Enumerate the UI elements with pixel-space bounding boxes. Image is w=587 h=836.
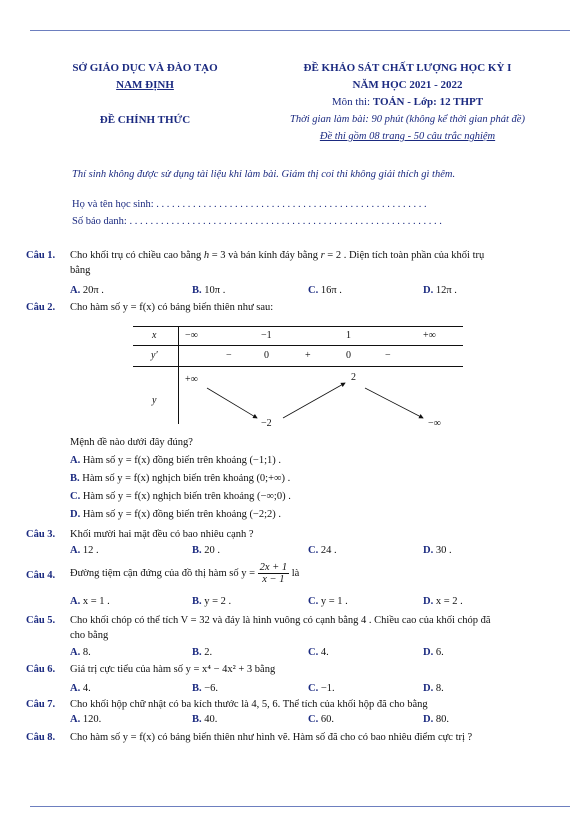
option-key: C. bbox=[308, 285, 319, 296]
option-key: C. bbox=[308, 596, 319, 607]
option-value: 40. bbox=[201, 714, 218, 725]
option-value: 80. bbox=[433, 714, 449, 725]
q1-text-cont: bằng bbox=[70, 265, 91, 276]
q4-option-b[interactable] bbox=[192, 596, 231, 607]
option-value: −6. bbox=[201, 683, 219, 694]
candidate-name-field: Họ và tên học sinh: . . . . . . . . . . . . . . . . . . . . . . . . . . . . . . . . . . . . . . . . . . . . . . . . . . . . bbox=[72, 199, 427, 210]
option-key: C. bbox=[308, 647, 319, 658]
q1-text bbox=[70, 250, 484, 261]
option-key: B. bbox=[70, 473, 80, 484]
table-sign-2: 0 bbox=[264, 350, 269, 361]
top-rule bbox=[30, 30, 570, 31]
option-key: D. bbox=[423, 714, 434, 725]
option-value: 10π . bbox=[201, 285, 226, 296]
q1-text-a: Cho khối trụ có chiều cao bằng bbox=[70, 250, 204, 261]
option-value: y = 1 . bbox=[318, 596, 348, 607]
q4-label: Câu 4. bbox=[26, 570, 56, 581]
q5-text-cont: cho bằng bbox=[70, 630, 109, 641]
q4-text-b: là bbox=[289, 567, 300, 579]
option-value: 30 . bbox=[433, 545, 452, 556]
option-key: A. bbox=[70, 714, 81, 725]
q8-label: Câu 8. bbox=[26, 732, 56, 743]
q4-fraction bbox=[258, 562, 290, 585]
q1-option-c[interactable] bbox=[308, 285, 342, 296]
option-value: Hàm số y = f(x) đồng biến trên khoảng (−1;1) . bbox=[80, 455, 282, 466]
q2-option-c[interactable] bbox=[70, 491, 291, 502]
q7-option-d[interactable] bbox=[423, 714, 449, 725]
bottom-rule bbox=[30, 806, 570, 807]
q5-option-c[interactable] bbox=[308, 647, 329, 658]
arrow-increase bbox=[283, 383, 345, 418]
q4-denominator: x − 1 bbox=[262, 574, 285, 586]
q4-option-d[interactable] bbox=[423, 596, 463, 607]
option-key: B. bbox=[192, 596, 202, 607]
q2-option-a[interactable] bbox=[70, 455, 281, 466]
arrow-decrease-2 bbox=[365, 388, 423, 418]
q6-label: Câu 6. bbox=[26, 664, 56, 675]
q7-option-c[interactable] bbox=[308, 714, 334, 725]
q4-numerator: 2x + 1 bbox=[259, 562, 288, 573]
q1-text-b: = 3 và bán kính đáy bằng bbox=[209, 250, 321, 261]
option-key: D. bbox=[423, 596, 434, 607]
q7-text: Cho khối hộp chữ nhật có ba kích thước là 4, 5, 6. Thể tích của khối hộp đã cho bằng bbox=[70, 699, 428, 710]
option-value: Hàm số y = f(x) nghịch biến trên khoảng (0;+∞) . bbox=[79, 473, 291, 484]
q1-var-h: h bbox=[203, 250, 210, 261]
option-key: B. bbox=[192, 714, 202, 725]
q6-option-d[interactable] bbox=[423, 683, 444, 694]
table-y-pos-inf: +∞ bbox=[185, 374, 198, 385]
q1-option-b[interactable] bbox=[192, 285, 225, 296]
table-yp-label: y′ bbox=[151, 350, 158, 361]
q7-option-a[interactable] bbox=[70, 714, 101, 725]
q6-option-c[interactable] bbox=[308, 683, 335, 694]
subject-value: TOÁN - Lớp: 12 THPT bbox=[372, 96, 484, 108]
exam-pages: Đề thi gồm 08 trang - 50 câu trắc nghiệm bbox=[319, 131, 496, 142]
option-key: A. bbox=[70, 683, 81, 694]
option-value: x = 2 . bbox=[433, 596, 463, 607]
option-value: 12π . bbox=[433, 285, 457, 296]
option-key: D. bbox=[423, 285, 434, 296]
exam-time: Thời gian làm bài: 90 phút (không kể thời gian phát đề) bbox=[290, 114, 525, 125]
q5-option-b[interactable] bbox=[192, 647, 212, 658]
q1-text-c: = 2 . Diện tích toàn phần của khối trụ bbox=[324, 250, 485, 261]
q5-option-d[interactable] bbox=[423, 647, 444, 658]
option-value: 24 . bbox=[318, 545, 337, 556]
option-key: C. bbox=[308, 545, 319, 556]
q7-label: Câu 7. bbox=[26, 699, 56, 710]
variation-table bbox=[133, 326, 463, 429]
subject-line bbox=[255, 96, 560, 108]
option-value: Hàm số y = f(x) nghịch biến trên khoảng (−∞;0) . bbox=[80, 491, 291, 502]
option-key: A. bbox=[70, 285, 81, 296]
q4-option-a[interactable] bbox=[70, 596, 110, 607]
q3-option-b[interactable] bbox=[192, 545, 220, 556]
option-key: C. bbox=[308, 683, 319, 694]
official-label: ĐỀ CHÍNH THỨC bbox=[99, 114, 191, 126]
option-value: 12 . bbox=[80, 545, 99, 556]
option-value: 8. bbox=[433, 683, 444, 694]
option-key: D. bbox=[423, 683, 434, 694]
variation-arrows bbox=[133, 326, 463, 436]
q3-option-a[interactable] bbox=[70, 545, 99, 556]
table-x-label: x bbox=[152, 330, 157, 341]
q5-label: Câu 5. bbox=[26, 615, 56, 626]
option-key: A. bbox=[70, 596, 81, 607]
table-x-pos-inf: +∞ bbox=[423, 330, 436, 341]
ministry-city: NAM ĐỊNH bbox=[116, 79, 174, 91]
table-sign-3: + bbox=[305, 350, 311, 361]
q3-option-d[interactable] bbox=[423, 545, 452, 556]
option-key: D. bbox=[70, 509, 81, 520]
option-key: C. bbox=[308, 714, 319, 725]
ministry-name: SỞ GIÁO DỤC VÀ ĐÀO TẠO bbox=[72, 62, 218, 74]
q3-text: Khối mười hai mặt đều có bao nhiêu cạnh ? bbox=[70, 529, 254, 540]
table-y-neg-inf: −∞ bbox=[428, 418, 441, 429]
option-value: 120. bbox=[80, 714, 102, 725]
option-key: B. bbox=[192, 647, 202, 658]
q5-option-a[interactable] bbox=[70, 647, 91, 658]
q6-option-a[interactable] bbox=[70, 683, 91, 694]
option-value: 60. bbox=[318, 714, 334, 725]
option-value: 4. bbox=[318, 647, 329, 658]
option-key: C. bbox=[70, 491, 81, 502]
q6-option-b[interactable] bbox=[192, 683, 218, 694]
option-key: D. bbox=[423, 647, 434, 658]
q2-option-d[interactable] bbox=[70, 509, 281, 520]
instructions: Thí sinh không được sử dụng tài liệu khi làm bài. Giám thị coi thi không giải thích gì thêm. bbox=[72, 169, 456, 180]
option-value: 6. bbox=[433, 647, 444, 658]
q2-question: Mệnh đề nào dưới đây đúng? bbox=[70, 437, 193, 448]
q1-option-d[interactable] bbox=[423, 285, 457, 296]
q3-option-c[interactable] bbox=[308, 545, 337, 556]
q6-text: Giá trị cực tiểu của hàm số y = x⁴ − 4x² + 3 bằng bbox=[70, 664, 276, 675]
school-year: NĂM HỌC 2021 - 2022 bbox=[352, 79, 463, 91]
option-key: A. bbox=[70, 455, 81, 466]
exam-title: ĐỀ KHẢO SÁT CHẤT LƯỢNG HỌC KỲ I bbox=[303, 62, 512, 74]
option-value: 20 . bbox=[201, 545, 221, 556]
table-x-neg-inf: −∞ bbox=[185, 330, 198, 341]
q1-var-r: r bbox=[320, 250, 325, 261]
option-value: −1. bbox=[318, 683, 335, 694]
q4-option-c[interactable] bbox=[308, 596, 348, 607]
table-x-1: 1 bbox=[346, 330, 351, 341]
option-key: B. bbox=[192, 285, 202, 296]
option-value: y = 2 . bbox=[201, 596, 232, 607]
q2-option-b[interactable] bbox=[70, 473, 290, 484]
option-value: x = 1 . bbox=[80, 596, 110, 607]
table-sign-1: − bbox=[226, 350, 232, 361]
q5-text: Cho khối chóp có thể tích V = 32 và đáy là hình vuông có cạnh bằng 4 . Chiều cao của khối chóp đã bbox=[70, 615, 491, 626]
q8-text: Cho hàm số y = f(x) có bảng biến thiên như hình vẽ. Hàm số đã cho có bao nhiêu điểm cực trị ? bbox=[70, 732, 473, 743]
q1-label: Câu 1. bbox=[26, 250, 56, 261]
option-key: A. bbox=[70, 545, 81, 556]
table-x-minus1: −1 bbox=[261, 330, 272, 341]
option-key: B. bbox=[192, 683, 202, 694]
arrow-decrease-1 bbox=[207, 388, 257, 418]
q4-text-a: Đường tiệm cận đứng của đồ thị hàm số y = bbox=[70, 567, 258, 579]
table-sign-5: − bbox=[385, 350, 391, 361]
option-key: A. bbox=[70, 647, 81, 658]
option-key: B. bbox=[192, 545, 202, 556]
q4-text bbox=[70, 562, 299, 585]
q2-label: Câu 2. bbox=[26, 302, 56, 313]
table-sign-4: 0 bbox=[346, 350, 351, 361]
table-y-label: y bbox=[152, 395, 157, 406]
option-value: Hàm số y = f(x) đồng biến trên khoảng (−2;2) . bbox=[80, 509, 282, 520]
candidate-id-field: Số báo danh: . . . . . . . . . . . . . . . . . . . . . . . . . . . . . . . . . . . . . . . . . . . . . . . . . . . . . . . . . . . . bbox=[72, 216, 442, 227]
q3-label: Câu 3. bbox=[26, 529, 56, 540]
option-value: 8. bbox=[80, 647, 91, 658]
option-value: 16π . bbox=[318, 285, 342, 296]
q7-option-b[interactable] bbox=[192, 714, 217, 725]
option-value: 2. bbox=[201, 647, 213, 658]
q1-option-a[interactable] bbox=[70, 285, 104, 296]
option-key: D. bbox=[423, 545, 434, 556]
table-y-2: 2 bbox=[351, 372, 356, 383]
option-value: 4. bbox=[80, 683, 91, 694]
subject-prefix: Môn thi: bbox=[331, 96, 373, 108]
table-y-minus2: −2 bbox=[261, 418, 272, 429]
q2-text: Cho hàm số y = f(x) có bảng biến thiên như sau: bbox=[70, 302, 274, 313]
option-value: 20π . bbox=[80, 285, 104, 296]
